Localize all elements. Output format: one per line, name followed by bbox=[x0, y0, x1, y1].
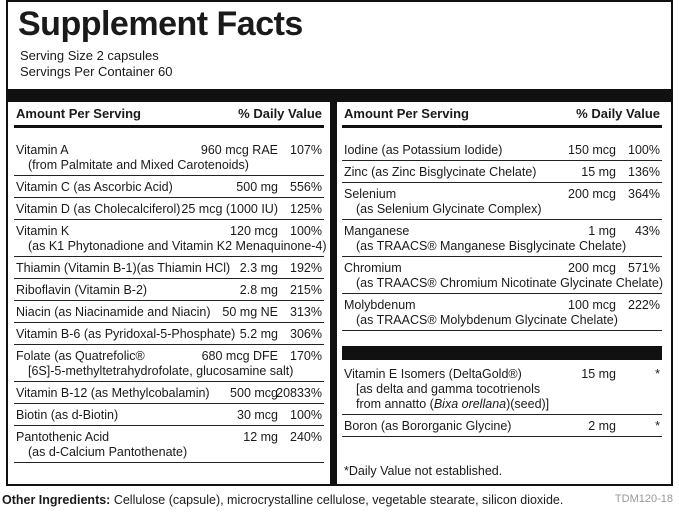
nutrient-source: (as Selenium Glycinate Complex) bbox=[356, 202, 542, 216]
nutrient-row bbox=[14, 220, 327, 257]
thick-separator-bar bbox=[8, 89, 671, 102]
nutrient-source: (as d-Calcium Pantothenate) bbox=[28, 445, 188, 459]
amount-per-serving-label: Amount Per Serving bbox=[16, 106, 141, 121]
nutrient-daily-value: 100% bbox=[290, 224, 322, 238]
source-text: from annatto ( bbox=[356, 397, 434, 411]
other-ingredients-label: Other Ingredients: bbox=[2, 493, 111, 507]
nutrient-daily-value: 313% bbox=[290, 305, 322, 319]
nutrient-amount: 200 mcg bbox=[568, 187, 616, 201]
nutrient-source: (from Palmitate and Mixed Carotenoids) bbox=[28, 158, 249, 172]
section-separator-bar bbox=[342, 346, 662, 360]
other-ingredients-text: Cellulose (capsule), microcrystalline cellulose, vegetable stearate, silicon dioxide. bbox=[110, 493, 564, 507]
left-column bbox=[14, 102, 327, 485]
footnote: *Daily Value not established. bbox=[344, 464, 503, 478]
nutrient-daily-value: 170% bbox=[290, 349, 322, 363]
nutrient-row bbox=[14, 176, 324, 198]
daily-value-label: % Daily Value bbox=[576, 106, 660, 121]
nutrient-source: (as TRAACS® Chromium Nicotinate Glycinate Chelate) bbox=[356, 276, 664, 290]
nutrient-daily-value: 306% bbox=[290, 327, 322, 341]
nutrient-amount: 100 mcg bbox=[568, 298, 616, 312]
nutrient-row bbox=[342, 183, 662, 220]
nutrient-name: Iodine (as Potassium Iodide) bbox=[344, 143, 503, 157]
nutrient-row bbox=[342, 220, 662, 257]
nutrient-amount: 1 mg bbox=[588, 224, 616, 238]
nutrient-daily-value: 571% bbox=[628, 261, 660, 275]
panel-title: Supplement Facts bbox=[18, 5, 303, 43]
nutrient-amount: 15 mg bbox=[581, 367, 616, 381]
nutrient-row bbox=[342, 294, 662, 331]
nutrient-daily-value: 136% bbox=[628, 165, 660, 179]
nutrient-row bbox=[14, 323, 324, 345]
nutrient-name: Niacin (as Niacinamide and Niacin) bbox=[16, 305, 211, 319]
nutrient-daily-value: 20833% bbox=[276, 386, 322, 400]
nutrient-amount: 12 mg bbox=[243, 430, 278, 444]
nutrient-source: (as K1 Phytonadione and Vitamin K2 Menaquinone-4) bbox=[28, 239, 327, 253]
nutrient-name: Chromium bbox=[344, 261, 402, 275]
nutrient-daily-value: 100% bbox=[290, 408, 322, 422]
nutrient-daily-value: 100% bbox=[628, 143, 660, 157]
nutrient-amount: 960 mcg RAE bbox=[200, 143, 278, 157]
other-ingredients bbox=[2, 493, 563, 507]
nutrient-name: Vitamin E Isomers (DeltaGold®) bbox=[344, 367, 522, 381]
nutrient-amount: 150 mcg bbox=[568, 143, 616, 157]
nutrient-source: (as TRAACS® Molybdenum Glycinate Chelate) bbox=[356, 313, 618, 327]
nutrient-row bbox=[14, 139, 324, 176]
nutrient-row bbox=[342, 139, 662, 161]
nutrient-row bbox=[342, 363, 662, 415]
nutrient-source: [as delta and gamma tocotrienols bbox=[356, 382, 541, 396]
nutrient-name: Thiamin (Vitamin B-1)(as Thiamin HCl) bbox=[16, 261, 231, 275]
daily-value-label: % Daily Value bbox=[238, 106, 322, 121]
nutrient-name: Vitamin A bbox=[16, 143, 69, 157]
nutrient-daily-value: * bbox=[655, 367, 660, 381]
nutrient-daily-value: 215% bbox=[290, 283, 322, 297]
nutrient-source: (as TRAACS® Manganese Bisglycinate Chelate) bbox=[356, 239, 627, 253]
serving-size: Serving Size 2 capsules bbox=[20, 48, 159, 63]
nutrient-name: Pantothenic Acid bbox=[16, 430, 110, 444]
amount-per-serving-label: Amount Per Serving bbox=[344, 106, 469, 121]
nutrient-row bbox=[14, 257, 324, 279]
nutrient-amount: 200 mcg bbox=[568, 261, 616, 275]
nutrient-name: Selenium bbox=[344, 187, 397, 201]
nutrient-source: [6S]-5-methyltetrahydrofolate, glucosamine salt) bbox=[28, 364, 294, 378]
nutrient-row bbox=[14, 345, 324, 382]
nutrient-row bbox=[342, 161, 662, 183]
nutrient-name: Molybdenum bbox=[344, 298, 416, 312]
nutrient-name: Riboflavin (Vitamin B-2) bbox=[16, 283, 148, 297]
nutrient-amount: 25 mcg (1000 IU) bbox=[181, 202, 278, 216]
nutrient-daily-value: 222% bbox=[628, 298, 660, 312]
nutrient-name: Folate (as Quatrefolic® bbox=[16, 349, 145, 363]
nutrient-name: Vitamin C (as Ascorbic Acid) bbox=[16, 180, 173, 194]
nutrient-amount: 5.2 mg bbox=[239, 327, 278, 341]
nutrient-row bbox=[14, 404, 324, 426]
nutrient-name: Boron (as Bororganic Glycine) bbox=[344, 419, 512, 433]
nutrient-row bbox=[14, 279, 324, 301]
nutrient-daily-value: 364% bbox=[628, 187, 660, 201]
nutrient-amount: 500 mcg bbox=[230, 386, 278, 400]
nutrient-amount: 15 mg bbox=[581, 165, 616, 179]
nutrient-row bbox=[14, 198, 324, 220]
nutrient-name: Vitamin D (as Cholecalciferol) bbox=[16, 202, 181, 216]
left-column-header bbox=[14, 102, 324, 128]
nutrient-amount: 30 mcg bbox=[237, 408, 278, 422]
nutrient-row bbox=[14, 426, 324, 463]
nutrient-amount: 2.8 mg bbox=[239, 283, 278, 297]
nutrient-amount: 120 mcg bbox=[230, 224, 278, 238]
nutrient-row bbox=[342, 415, 662, 437]
nutrient-name: Biotin (as d-Biotin) bbox=[16, 408, 119, 422]
nutrient-amount: 500 mg bbox=[236, 180, 278, 194]
nutrient-name: Vitamin K bbox=[16, 224, 70, 238]
nutrient-name: Vitamin B-6 (as Pyridoxal-5-Phosphate) bbox=[16, 327, 236, 341]
nutrient-daily-value: * bbox=[655, 419, 660, 433]
nutrient-row bbox=[14, 301, 324, 323]
nutrient-source-line2 bbox=[356, 397, 549, 412]
right-column-header bbox=[342, 102, 662, 128]
nutrient-daily-value: 556% bbox=[290, 180, 322, 194]
nutrient-amount: 50 mg NE bbox=[222, 305, 278, 319]
nutrient-daily-value: 240% bbox=[290, 430, 322, 444]
nutrient-daily-value: 43% bbox=[634, 224, 660, 238]
nutrient-name: Manganese bbox=[344, 224, 410, 238]
nutrient-amount: 680 mcg DFE bbox=[201, 349, 278, 363]
product-code: TDM120-18 bbox=[614, 493, 673, 505]
nutrient-daily-value: 125% bbox=[290, 202, 322, 216]
servings-per-container: Servings Per Container 60 bbox=[20, 64, 173, 79]
column-divider bbox=[330, 102, 337, 485]
nutrient-row bbox=[14, 382, 324, 404]
right-column bbox=[342, 102, 662, 485]
source-text: )(seed)] bbox=[506, 397, 550, 411]
nutrient-daily-value: 192% bbox=[290, 261, 322, 275]
nutrient-daily-value: 107% bbox=[290, 143, 322, 157]
nutrient-row bbox=[342, 257, 662, 294]
nutrient-name: Zinc (as Zinc Bisglycinate Chelate) bbox=[344, 165, 537, 179]
nutrient-name: Vitamin B-12 (as Methylcobalamin) bbox=[16, 386, 210, 400]
nutrient-amount: 2 mg bbox=[588, 419, 616, 433]
nutrient-amount: 2.3 mg bbox=[239, 261, 278, 275]
botanical-name: Bixa orellana bbox=[433, 397, 507, 411]
